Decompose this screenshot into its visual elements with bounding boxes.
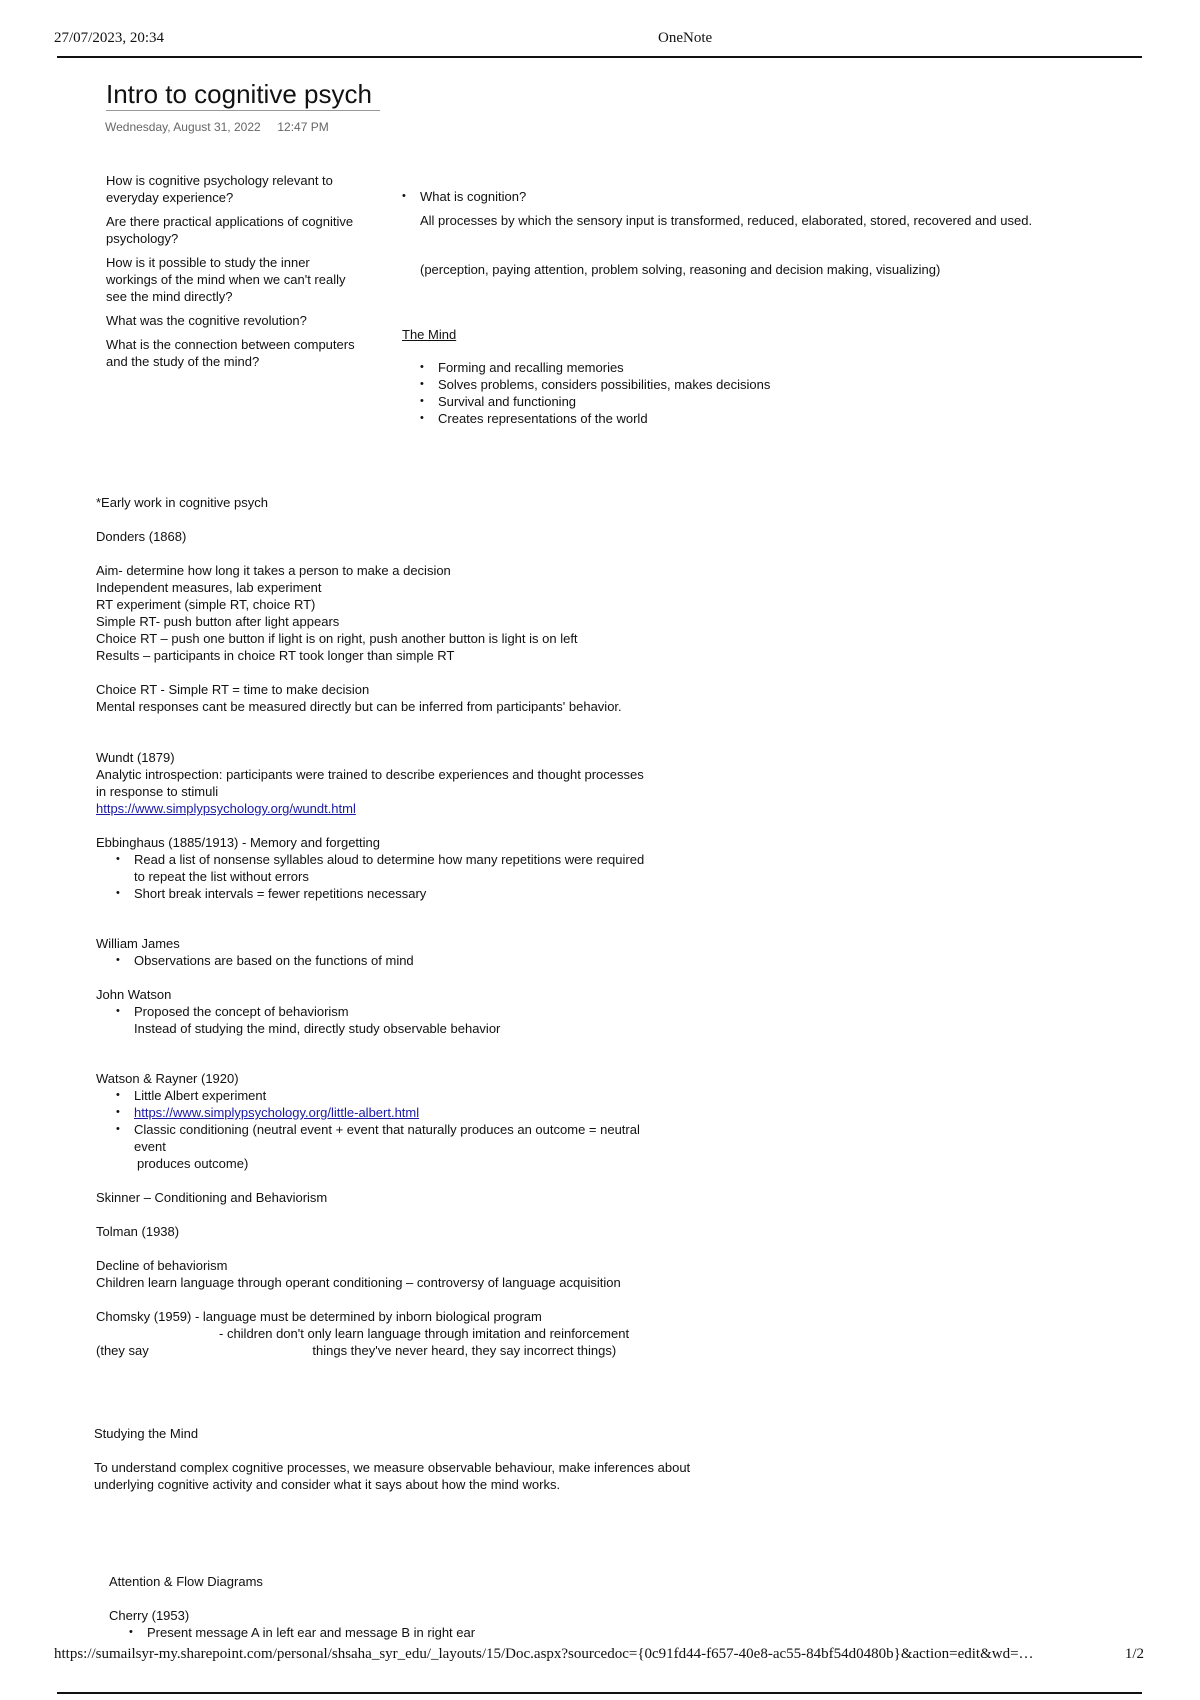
note-line: Simple RT- push button after light appears bbox=[96, 614, 340, 629]
chomsky-text: things they've never heard, they say incorrect things) bbox=[312, 1343, 617, 1358]
print-header bbox=[54, 28, 1142, 58]
note-line: in response to stimuli bbox=[96, 784, 219, 799]
list-item: • Proposed the concept of behaviorism bbox=[96, 1003, 796, 1020]
wundt-heading: Wundt (1879) bbox=[96, 750, 175, 765]
list-item: • Short break intervals = fewer repetitions necessary bbox=[96, 885, 796, 902]
donders-conclusion bbox=[96, 681, 796, 715]
cognition-examples: (perception, paying attention, problem solving, reasoning and decision making, visualizing) bbox=[420, 262, 941, 277]
cognition-definition: All processes by which the sensory input is transformed, reduced, elaborated, stored, recovered and used. bbox=[420, 213, 1033, 228]
ebbinghaus-heading: Ebbinghaus (1885/1913) - Memory and forgetting bbox=[96, 835, 381, 850]
attention-heading: Attention & Flow Diagrams bbox=[109, 1574, 263, 1589]
list-item-continuation: to repeat the list without errors bbox=[134, 869, 309, 884]
wundt-link[interactable]: https://www.simplypsychology.org/wundt.html bbox=[96, 801, 356, 816]
donders-notes bbox=[96, 562, 796, 664]
note-line: RT experiment (simple RT, choice RT) bbox=[96, 597, 316, 612]
chomsky-line: - children don't only learn language through imitation and reinforcement bbox=[219, 1326, 630, 1341]
list-item-continuation: event bbox=[134, 1139, 166, 1154]
questions-list bbox=[106, 172, 361, 377]
page-date: Wednesday, August 31, 2022 bbox=[105, 120, 261, 134]
note-line: Choice RT - Simple RT = time to make decision bbox=[96, 682, 370, 697]
note-line: Mental responses cant be measured directly but can be inferred from participants' behavior. bbox=[96, 699, 622, 714]
list-item: • Little Albert experiment bbox=[96, 1087, 796, 1104]
studying-heading: Studying the Mind bbox=[94, 1426, 199, 1441]
page-meta bbox=[105, 120, 329, 134]
note-line: Aim- determine how long it takes a person to make a decision bbox=[96, 563, 451, 578]
james-heading: William James bbox=[96, 936, 180, 951]
list-item-continuation: Instead of studying the mind, directly study observable behavior bbox=[134, 1021, 501, 1036]
list-item: • Observations are based on the functions of mind bbox=[96, 952, 796, 969]
question-item: What is the connection between computers and the study of the mind? bbox=[106, 337, 355, 369]
page-title: Intro to cognitive psych bbox=[106, 78, 380, 111]
footer-url: https://sumailsyr-my.sharepoint.com/personal/shsaha_syr_edu/_layouts/15/Doc.aspx?sourcedoc={0c91fd44-f657-40e8-ac55-84bf54d0480b}&action=edit&wd=… bbox=[54, 1646, 1034, 1662]
decline-heading: Decline of behaviorism bbox=[96, 1258, 228, 1273]
mind-list bbox=[402, 359, 1082, 427]
watson-rayner-heading: Watson & Rayner (1920) bbox=[96, 1071, 239, 1086]
list-item: • Creates representations of the world bbox=[420, 410, 1082, 427]
question-item: How is cognitive psychology relevant to everyday experience? bbox=[106, 173, 333, 205]
early-heading: *Early work in cognitive psych bbox=[96, 495, 268, 510]
note-line: Independent measures, lab experiment bbox=[96, 580, 322, 595]
skinner-heading: Skinner – Conditioning and Behaviorism bbox=[96, 1190, 328, 1205]
cognition-block bbox=[402, 188, 1082, 427]
question-item: Are there practical applications of cognitive psychology? bbox=[106, 214, 354, 246]
list-item: • Solves problems, considers possibilities, makes decisions bbox=[420, 376, 1082, 393]
studying-text: To understand complex cognitive processes, we measure observable behaviour, make inferences about underlying cognitive activity and consider what it says about how the mind works. bbox=[94, 1460, 691, 1492]
question-item: What was the cognitive revolution? bbox=[106, 313, 307, 328]
page-number: 1/2 bbox=[1124, 1646, 1144, 1662]
page-time: 12:47 PM bbox=[277, 120, 329, 134]
tolman-heading: Tolman (1938) bbox=[96, 1224, 180, 1239]
watson-heading: John Watson bbox=[96, 987, 172, 1002]
question-item: How is it possible to study the inner workings of the mind when we can't really see the mind directly? bbox=[106, 255, 346, 304]
chomsky-line: Chomsky (1959) - language must be determined by inborn biological program bbox=[96, 1309, 542, 1324]
note-line: Choice RT – push one button if light is on right, push another button is light is on left bbox=[96, 631, 578, 646]
footer-divider bbox=[57, 1692, 1142, 1694]
chomsky-line bbox=[96, 1342, 796, 1359]
little-albert-link[interactable]: https://www.simplypsychology.org/little-albert.html bbox=[134, 1105, 420, 1120]
cognition-heading: • What is cognition? bbox=[402, 188, 1082, 205]
studying-section bbox=[94, 1425, 704, 1493]
list-item: • Survival and functioning bbox=[420, 393, 1082, 410]
mind-heading: The Mind bbox=[402, 327, 457, 342]
attention-section bbox=[109, 1573, 809, 1641]
chomsky-text: (they say bbox=[96, 1343, 149, 1358]
cherry-heading: Cherry (1953) bbox=[109, 1608, 190, 1623]
list-item: • Read a list of nonsense syllables aloud to determine how many repetitions were required bbox=[96, 851, 796, 868]
list-item: • Present message A in left ear and message B in right ear bbox=[109, 1624, 809, 1641]
note-line: Analytic introspection: participants were trained to describe experiences and thought processes bbox=[96, 767, 644, 782]
early-work-section bbox=[96, 494, 796, 1359]
list-item-continuation: produces outcome) bbox=[137, 1156, 249, 1171]
print-datetime: 27/07/2023, 20:34 bbox=[54, 30, 165, 46]
header-divider bbox=[57, 56, 1142, 58]
print-app-name: OneNote bbox=[658, 30, 713, 46]
list-item: • Forming and recalling memories bbox=[420, 359, 1082, 376]
list-item: • Classic conditioning (neutral event + event that naturally produces an outcome = neutral bbox=[96, 1121, 796, 1138]
note-line: Children learn language through operant conditioning – controversy of language acquisition bbox=[96, 1275, 621, 1290]
donders-heading: Donders (1868) bbox=[96, 529, 187, 544]
note-line: Results – participants in choice RT took longer than simple RT bbox=[96, 648, 455, 663]
